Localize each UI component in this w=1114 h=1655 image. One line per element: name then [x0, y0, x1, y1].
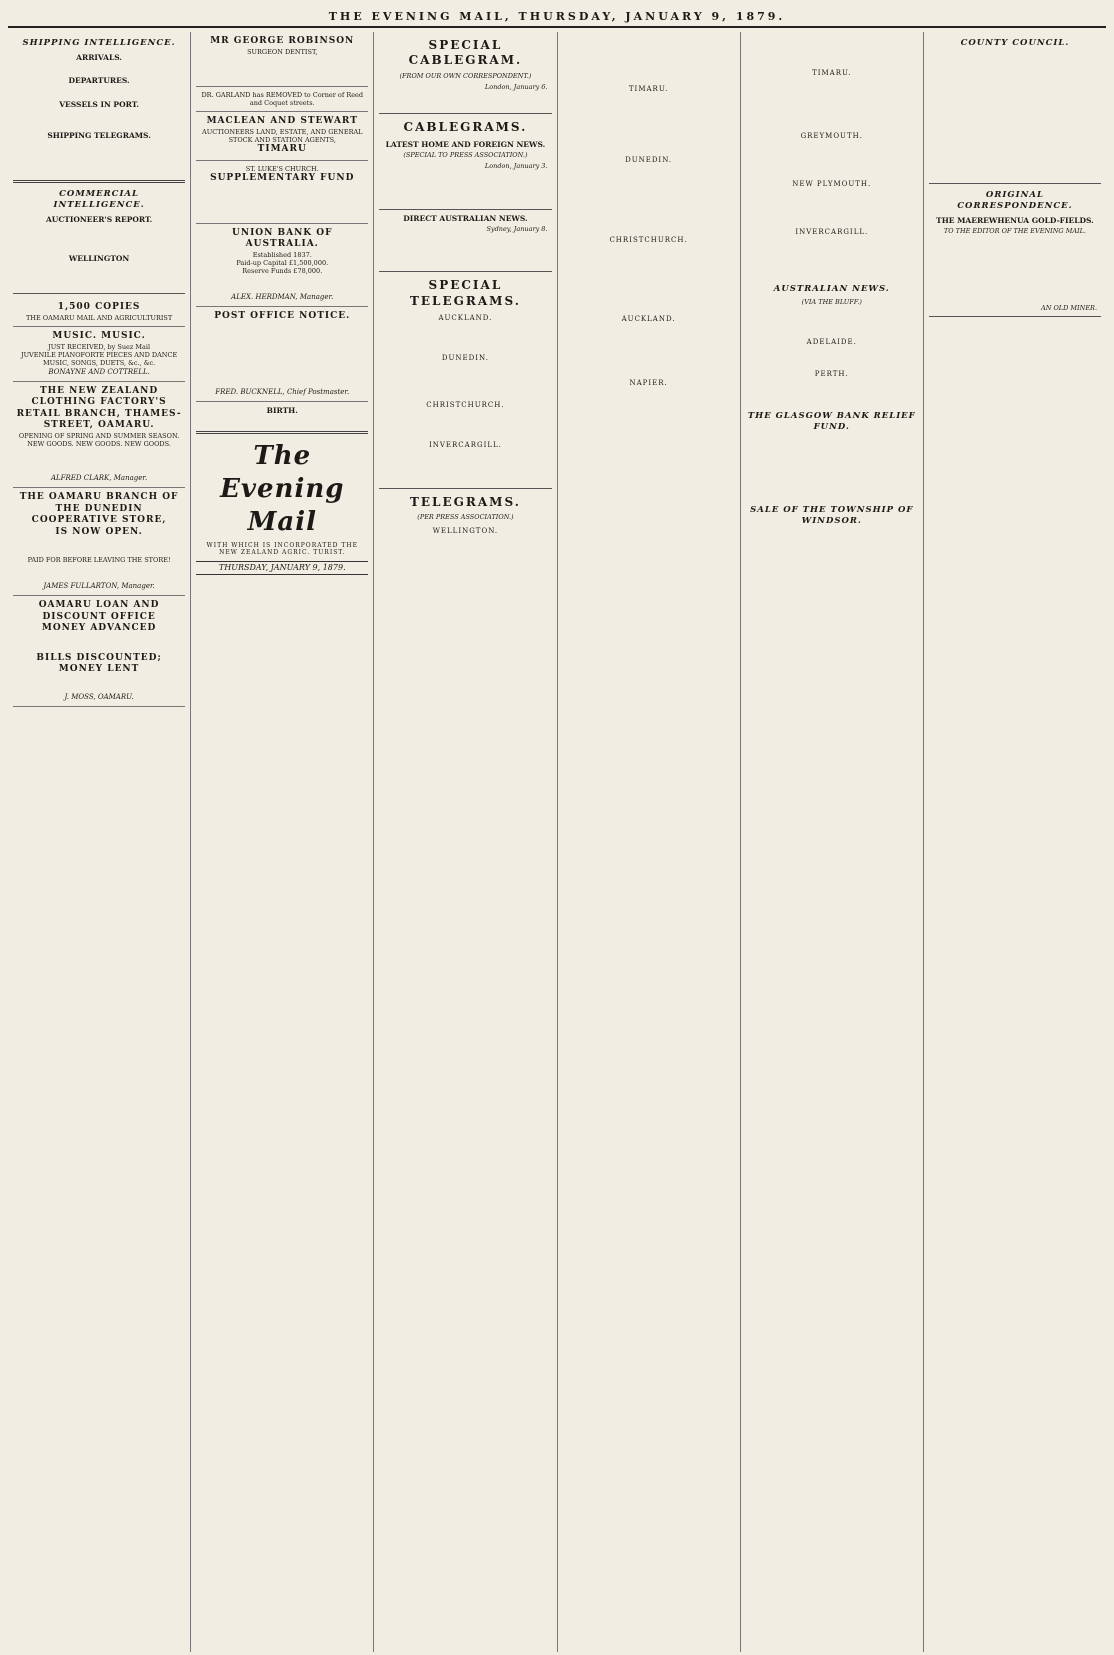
dunedin-heading: DUNEDIN.	[441, 353, 489, 362]
body-text	[746, 381, 918, 405]
editorial-text	[196, 579, 368, 587]
special-telegrams-heading: SPECIAL TELEGRAMS.	[409, 278, 521, 308]
own-correspondent: (FROM OUR OWN CORRESPONDENT.)	[399, 71, 532, 80]
body-text	[13, 676, 185, 692]
body-text	[746, 349, 918, 365]
body-text	[379, 537, 551, 545]
divider	[929, 316, 1101, 317]
clothing-title: THE NEW ZEALAND CLOTHING FACTORY'S RETAIL BRANCH, THAMES-STREET, OAMARU.	[16, 385, 182, 431]
copies-ad	[13, 298, 185, 327]
auctioneers-line: AUCTIONEERS LAND, ESTATE, AND GENERAL STOCK AND STATION AGENTS,	[202, 127, 363, 145]
body-text	[13, 538, 185, 554]
divider	[929, 183, 1101, 184]
stlukes-title: ST. LUKE'S CHURCH.	[245, 164, 319, 173]
opening-text: OPENING OF SPRING AND SUMMER SEASON. NEW GOODS. NEW GOODS. NEW GOODS.	[18, 431, 180, 448]
divider	[379, 271, 551, 272]
loan-ad	[13, 596, 185, 707]
original-correspondence-heading: ORIGINAL CORRESPONDENCE.	[957, 189, 1073, 211]
music-title: MUSIC. MUSIC.	[52, 331, 146, 342]
bills-discounted: BILLS DISCOUNTED;	[36, 652, 162, 663]
moss-signature: J. MOSS, OAMARU.	[64, 693, 134, 702]
post-office-title: POST OFFICE NOTICE.	[214, 311, 351, 322]
divider	[13, 293, 185, 294]
body-text	[563, 32, 735, 80]
london-dateline-3: London, January 3.	[484, 162, 548, 171]
body-text	[746, 310, 918, 334]
via-bluff: (VIA THE BLUFF.)	[801, 298, 862, 307]
column-5	[741, 32, 924, 1652]
body-text	[746, 436, 918, 500]
just-received: JUST RECEIVED, by Suez Mail	[48, 342, 151, 351]
garland-ad	[196, 87, 368, 113]
capital-line: Paid-up Capital £1,500,000.	[236, 258, 329, 267]
body-text	[929, 239, 1101, 303]
body-text	[929, 52, 1101, 179]
stlukes-ad	[196, 161, 368, 224]
divider	[379, 209, 551, 210]
body-text	[563, 167, 735, 231]
body-text	[13, 112, 185, 128]
body-text	[746, 32, 918, 64]
london-dateline: London, January 6.	[484, 83, 548, 92]
body-text	[13, 143, 185, 175]
maerewhenua-heading: THE MAEREWHENUA GOLD-FIELDS.	[936, 215, 1094, 225]
body-text	[929, 321, 1101, 329]
letter-signature: AN OLD MINER.	[1041, 304, 1098, 313]
column-2	[191, 32, 374, 1652]
clothing-ad	[13, 382, 185, 488]
columns	[8, 32, 1106, 1652]
column-6	[924, 32, 1106, 1652]
telegrams-heading: TELEGRAMS.	[409, 494, 521, 509]
herdman-signature: ALEX. HERDMAN, Manager.	[231, 293, 334, 302]
body-text	[13, 448, 185, 472]
auckland-heading: AUCKLAND.	[438, 313, 493, 322]
juvenile-pieces: JUVENILE PIANOFORTE PIECES AND DANCE MUSIC, SONGS, DUETS, &c., &c.	[20, 350, 178, 368]
timaru-heading: TIMARU.	[628, 84, 669, 93]
body-text	[196, 418, 368, 426]
body-text	[13, 266, 185, 290]
per-press: (PER PRESS ASSOCIATION.)	[417, 513, 514, 522]
nameplate: The Evening Mail	[220, 440, 345, 538]
bank-ad	[196, 224, 368, 308]
body-text	[379, 235, 551, 267]
body-text	[746, 191, 918, 223]
money-lent: MONEY LENT	[58, 664, 140, 675]
post-office-ad	[196, 307, 368, 402]
bucknell-signature: FRED. BUCKNELL, Chief Postmaster.	[215, 388, 350, 397]
body-text	[379, 93, 551, 109]
now-open: IS NOW OPEN.	[55, 526, 143, 537]
sydney-dateline: Sydney, January 8.	[486, 225, 548, 234]
body-text	[196, 323, 368, 387]
cooperative-ad	[13, 488, 185, 596]
special-cablegram-heading: SPECIAL CABLEGRAM.	[408, 38, 523, 68]
county-council-heading: COUNTY COUNCIL.	[960, 38, 1070, 48]
latest-news-heading: LATEST HOME AND FOREIGN NEWS.	[385, 139, 546, 149]
invercargill-heading: INVERCARGILL.	[795, 227, 869, 236]
vessels-heading: VESSELS IN PORT.	[59, 99, 139, 109]
body-text	[746, 143, 918, 175]
dentist-ad	[196, 32, 368, 87]
body-text	[196, 56, 368, 80]
body-text	[13, 564, 185, 580]
to-editor: TO THE EDITOR OF THE EVENING MAIL.	[943, 227, 1086, 236]
shipping-heading: SHIPPING INTELLIGENCE.	[22, 38, 176, 48]
column-1	[8, 32, 191, 1652]
body-text	[379, 452, 551, 484]
dunedin-heading: DUNEDIN.	[625, 156, 673, 165]
perth-heading: PERTH.	[814, 370, 849, 379]
body-text	[379, 365, 551, 397]
robinson-title: MR GEORGE ROBINSON	[210, 36, 355, 46]
supplementary-title: SUPPLEMENTARY FUND	[210, 173, 355, 184]
money-advanced: MONEY ADVANCED	[41, 623, 157, 634]
divider	[196, 431, 368, 434]
union-title: UNION BANK OF AUSTRALIA.	[232, 227, 333, 250]
new-plymouth-heading: NEW PLYMOUTH.	[792, 180, 872, 189]
body-text	[13, 88, 185, 96]
garland-text: DR. GARLAND has REMOVED to Corner of Reed and Coquet streets.	[201, 90, 364, 107]
body-text	[13, 64, 185, 72]
column-4	[558, 32, 741, 1652]
divider	[13, 180, 185, 183]
masthead: THE EVENING MAIL, THURSDAY, JANUARY 9, 1879.	[8, 6, 1106, 28]
body-text	[563, 247, 735, 311]
clark-signature: ALFRED CLARK, Manager.	[50, 474, 148, 483]
paid-notice: PAID FOR BEFORE LEAVING THE STORE!	[27, 555, 171, 564]
auction-heading: AUCTIONEER'S REPORT.	[45, 214, 153, 224]
christchurch-heading: CHRISTCHURCH.	[609, 235, 688, 244]
body-text	[379, 325, 551, 349]
body-text	[196, 185, 368, 217]
invercargill-heading: INVERCARGILL.	[428, 441, 502, 450]
auckland-heading: AUCKLAND.	[621, 315, 676, 324]
cooperative-title: THE OAMARU BRANCH OF THE DUNEDIN COOPERATIVE STORE,	[19, 492, 179, 526]
greymouth-heading: GREYMOUTH.	[800, 132, 863, 141]
body-text	[13, 635, 185, 651]
established-line: Established 1837.	[252, 250, 312, 259]
reserve-line: Reserve Funds £78,000.	[242, 267, 323, 276]
shipping-telegrams-heading: SHIPPING TELEGRAMS.	[47, 131, 151, 141]
loan-title: OAMARU LOAN AND DISCOUNT OFFICE	[38, 600, 160, 622]
music-ad	[13, 327, 185, 381]
body-text	[746, 80, 918, 128]
fullarton-signature: JAMES FULLARTON, Manager.	[43, 582, 155, 591]
departures-heading: DEPARTURES.	[68, 76, 130, 86]
glasgow-bank-heading: THE GLASGOW BANK RELIEF FUND.	[747, 410, 916, 432]
windsor-sale-heading: SALE OF THE TOWNSHIP OF WINDSOR.	[750, 505, 914, 527]
christchurch-heading: CHRISTCHURCH.	[426, 401, 505, 410]
body-text	[746, 239, 918, 279]
body-text	[563, 326, 735, 374]
dateline: THURSDAY, JANUARY 9, 1879.	[196, 561, 368, 575]
body-text	[196, 275, 368, 291]
body-text	[563, 96, 735, 152]
copies-title: 1,500 COPIES	[57, 302, 141, 313]
birth-heading: BIRTH.	[266, 406, 298, 416]
commercial-heading: COMMERCIAL INTELLIGENCE.	[53, 188, 145, 210]
body-text	[746, 530, 918, 538]
australian-news-heading: AUSTRALIAN NEWS.	[773, 284, 890, 295]
direct-australian-heading: DIRECT AUSTRALIAN NEWS.	[403, 213, 528, 223]
adelaide-heading: ADELAIDE.	[806, 338, 857, 347]
timaru-heading: TIMARU.	[812, 68, 852, 77]
surgeon-line: SURGEON DENTIST,	[247, 47, 318, 56]
bonayne-signature: BONAYNE AND COTTRELL.	[48, 367, 150, 376]
nameplate-subtitle: WITH WHICH IS INCORPORATED THE NEW ZEALAND AGRIC. TURIST.	[206, 541, 358, 557]
body-text	[13, 226, 185, 250]
body-text	[379, 173, 551, 205]
wellington-heading: WELLINGTON	[68, 253, 130, 263]
press-association: (SPECIAL TO PRESS ASSOCIATION.)	[403, 151, 528, 160]
maclean-title: MACLEAN AND STEWART	[206, 116, 358, 127]
wellington-heading: WELLINGTON.	[432, 526, 499, 535]
arrivals-heading: ARRIVALS.	[76, 52, 123, 62]
divider	[379, 113, 551, 114]
maclean-ad	[196, 112, 368, 161]
timaru-line: TIMARU	[257, 144, 307, 155]
cablegrams-heading: CABLEGRAMS.	[403, 120, 528, 135]
body-text	[379, 412, 551, 436]
column-3	[374, 32, 557, 1652]
divider	[379, 488, 551, 489]
mail-ad-title: THE OAMARU MAIL AND AGRICULTURIST	[25, 313, 173, 322]
napier-heading: NAPIER.	[629, 378, 668, 387]
body-text	[563, 390, 735, 398]
